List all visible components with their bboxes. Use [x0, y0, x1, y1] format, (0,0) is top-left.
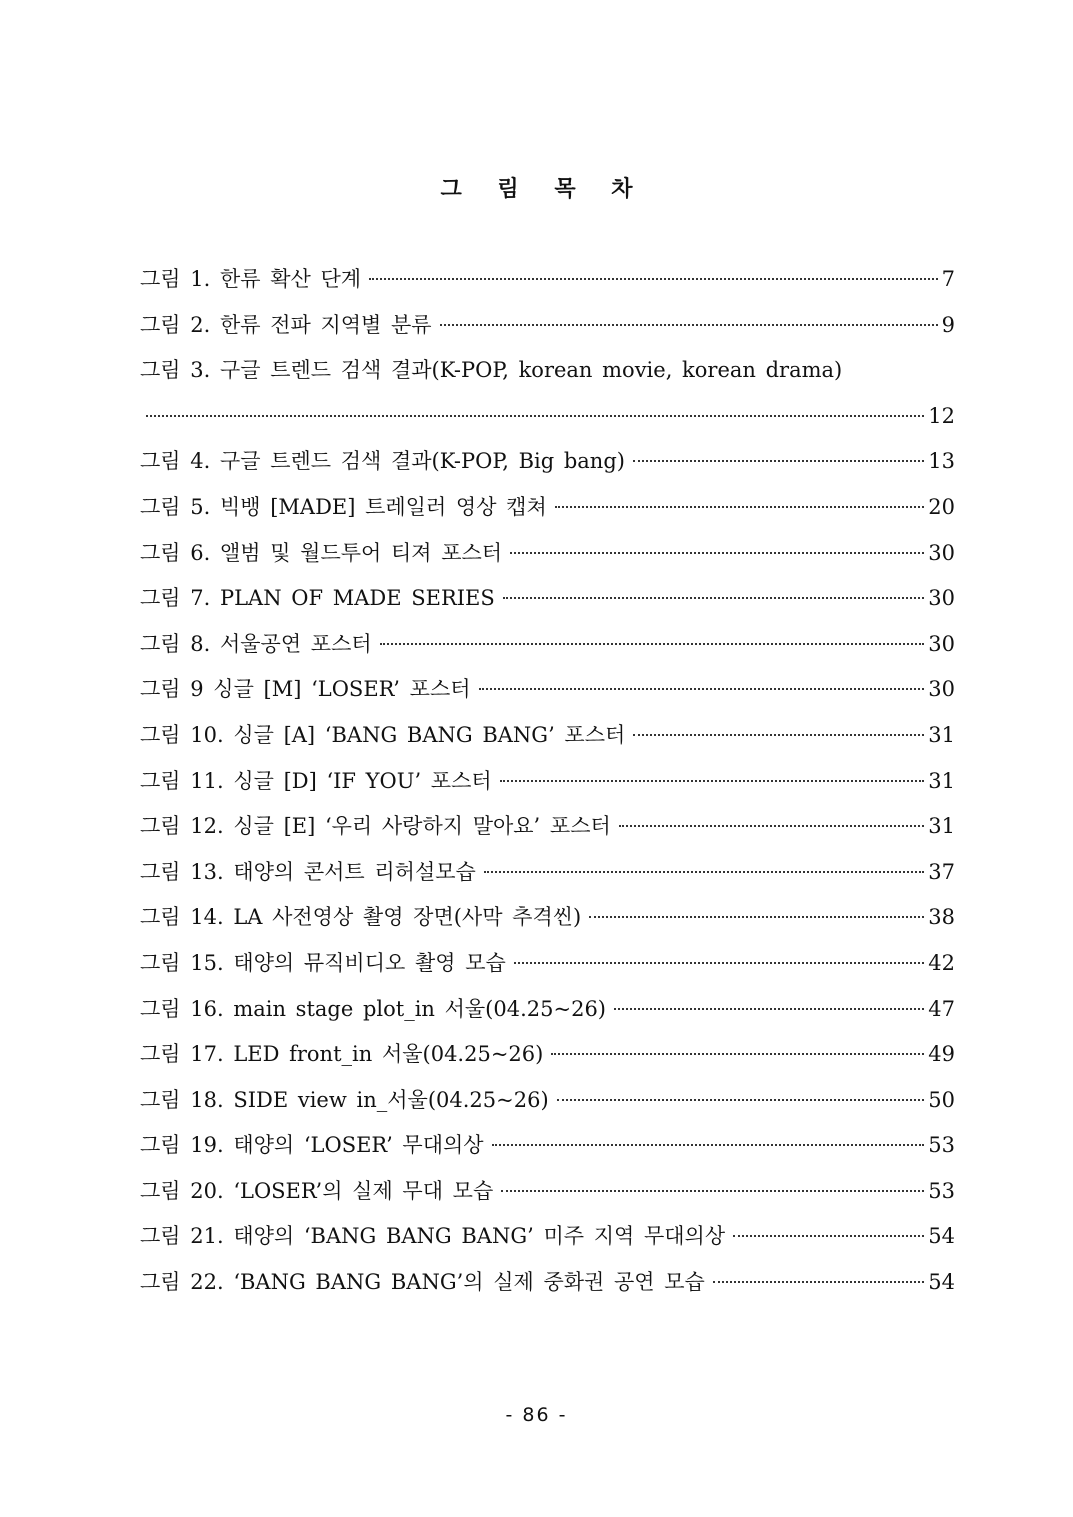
entry-label: 그림 6. 앨범 및 월드투어 티져 포스터 — [140, 540, 503, 565]
toc-entry[interactable] — [140, 257, 955, 303]
dot-leader — [146, 415, 924, 417]
entry-label: 그림 21. 태양의 ‘BANG BANG BANG’ 미주 지역 무대의상 — [140, 1224, 726, 1249]
toc-entry[interactable] — [140, 759, 955, 805]
entry-label: 그림 9 싱글 [M] ‘LOSER’ 포스터 — [140, 677, 471, 702]
entry-page: 31 — [928, 814, 955, 839]
toc-entry[interactable] — [140, 804, 955, 850]
entry-page: 53 — [928, 1133, 955, 1158]
entry-label: 그림 22. ‘BANG BANG BANG’의 실제 중화권 공연 모습 — [140, 1270, 705, 1295]
entry-page: 50 — [928, 1087, 955, 1112]
dot-leader — [614, 1008, 924, 1010]
toc-entry[interactable] — [140, 987, 955, 1033]
dot-leader — [484, 871, 924, 873]
toc-entry[interactable] — [140, 895, 955, 941]
entry-label: 그림 5. 빅뱅 [MADE] 트레일러 영상 캡쳐 — [140, 494, 547, 519]
dot-leader — [551, 1053, 924, 1055]
toc-entry[interactable] — [140, 439, 955, 485]
toc-entry[interactable] — [140, 1123, 955, 1169]
entry-page: 31 — [928, 722, 955, 747]
dot-leader — [555, 506, 925, 508]
entry-label: 그림 4. 구글 트렌드 검색 결과(K-POP, Big bang) — [140, 449, 625, 474]
dot-leader — [633, 460, 924, 462]
toc-title: 그 림 목 차 — [440, 176, 647, 202]
toc-entry[interactable] — [140, 1214, 955, 1260]
entry-label: 그림 14. LA 사전영상 촬영 장면(사막 추격씬) — [140, 905, 582, 930]
dot-leader — [479, 688, 925, 690]
dot-leader — [369, 278, 938, 280]
figure-list — [140, 257, 955, 1306]
entry-page: 31 — [928, 768, 955, 793]
dot-leader — [633, 734, 924, 736]
toc-entry[interactable] — [140, 348, 955, 394]
entry-page: 30 — [928, 586, 955, 611]
entry-label: 그림 7. PLAN OF MADE SERIES — [140, 586, 495, 611]
entry-label: 그림 11. 싱글 [D] ‘IF YOU’ 포스터 — [140, 768, 492, 793]
toc-entry[interactable] — [140, 622, 955, 668]
entry-label: 그림 13. 태양의 콘서트 리허설모습 — [140, 859, 476, 884]
toc-entry[interactable] — [140, 576, 955, 622]
dot-leader — [492, 1144, 925, 1146]
entry-page: 20 — [928, 494, 955, 519]
toc-entry[interactable] — [140, 713, 955, 759]
entry-page: 7 — [941, 267, 955, 291]
dot-leader — [589, 916, 924, 918]
page-number: - 86 - — [505, 1404, 568, 1426]
dot-leader — [557, 1099, 925, 1101]
entry-label: 그림 3. 구글 트렌드 검색 결과(K-POP, korean movie, korean drama) — [140, 358, 843, 383]
entry-label: 그림 10. 싱글 [A] ‘BANG BANG BANG’ 포스터 — [140, 722, 626, 747]
entry-page: 47 — [928, 996, 955, 1021]
entry-label: 그림 16. main stage plot_in 서울(04.25~26) — [140, 996, 607, 1021]
dot-leader — [380, 643, 925, 645]
toc-entry[interactable] — [140, 1078, 955, 1124]
dot-leader — [500, 780, 925, 782]
entry-page: 12 — [928, 403, 955, 428]
entry-page: 13 — [928, 449, 955, 474]
toc-entry[interactable] — [140, 941, 955, 987]
entry-page: 30 — [928, 677, 955, 702]
toc-entry[interactable] — [140, 850, 955, 896]
entry-page: 54 — [928, 1270, 955, 1295]
dot-leader — [733, 1235, 924, 1237]
toc-entry[interactable] — [140, 485, 955, 531]
toc-entry-continuation[interactable] — [140, 394, 955, 440]
entry-label: 그림 8. 서울공연 포스터 — [140, 631, 372, 656]
dot-leader — [713, 1281, 924, 1283]
entry-page: 42 — [928, 950, 955, 975]
entry-label: 그림 19. 태양의 ‘LOSER’ 무대의상 — [140, 1133, 484, 1158]
entry-label: 그림 20. ‘LOSER’의 실제 무대 모습 — [140, 1178, 494, 1203]
dot-leader — [503, 597, 925, 599]
entry-page: 37 — [928, 859, 955, 884]
dot-leader — [510, 552, 924, 554]
entry-page: 38 — [928, 905, 955, 930]
entry-label: 그림 17. LED front_in 서울(04.25~26) — [140, 1042, 544, 1067]
entry-label: 그림 15. 태양의 뮤직비디오 촬영 모습 — [140, 950, 506, 975]
toc-entry[interactable] — [140, 1032, 955, 1078]
entry-page: 53 — [928, 1178, 955, 1203]
entry-label: 그림 2. 한류 전파 지역별 분류 — [140, 312, 432, 337]
toc-entry[interactable] — [140, 1169, 955, 1215]
toc-entry[interactable] — [140, 531, 955, 577]
toc-entry[interactable] — [140, 303, 955, 349]
dot-leader — [501, 1190, 924, 1192]
entry-label: 그림 12. 싱글 [E] ‘우리 사랑하지 말아요’ 포스터 — [140, 814, 611, 839]
entry-page: 30 — [928, 631, 955, 656]
entry-label: 그림 18. SIDE view in_서울(04.25~26) — [140, 1087, 549, 1112]
toc-entry[interactable] — [140, 1260, 955, 1306]
entry-page: 9 — [941, 312, 955, 337]
entry-page: 54 — [928, 1224, 955, 1249]
entry-page: 30 — [928, 540, 955, 565]
dot-leader — [440, 324, 938, 326]
entry-label: 그림 1. 한류 확산 단계 — [140, 267, 362, 291]
dot-leader — [514, 962, 924, 964]
toc-entry[interactable] — [140, 667, 955, 713]
dot-leader — [619, 825, 925, 827]
entry-page: 49 — [928, 1042, 955, 1067]
